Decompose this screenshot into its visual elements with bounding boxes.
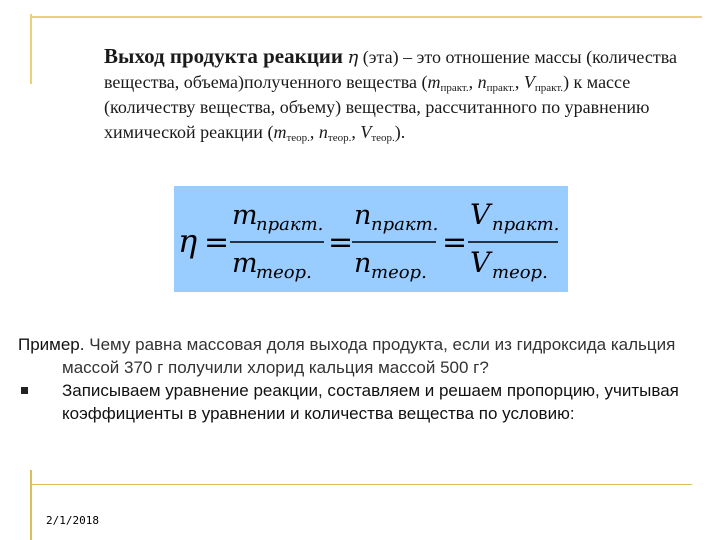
denominator-v-sub: теор. <box>492 262 548 283</box>
frame-top-line <box>30 16 702 18</box>
sub-teor: теор. <box>286 132 310 144</box>
sub-prakt: практ. <box>486 82 515 94</box>
definition-paragraph: Выход продукта реакции η (эта) – это отношение массы (количества вещества, объема)полученного вещества ($m_{практ.}$, $n_{практ.}$, $V_{практ.}$) к массе (количеству вещества, объему) вещества, рассчитанного по уравнению химической реакции ($m_{теор.}$, $n_{теор.}$, $V_{теор.}$). <box>104 44 677 144</box>
solution-step-item <box>18 379 708 425</box>
var-v-teor: V <box>360 122 372 142</box>
eta-symbol: η <box>347 47 359 68</box>
numerator-n-sub: практ. <box>371 214 439 235</box>
example-question: Чему равна массовая доля выхода продукта, если из гидроксида кальция массой 370 г получили хлорид кальция массой 500 г? <box>62 335 676 377</box>
frame-left-line <box>30 14 32 84</box>
slide-date: 2/1/2018 <box>46 514 99 527</box>
definition-text-2: ) к массе (количеству вещества, объему) вещества, рассчитанного по уравнению химической реакции ( <box>104 72 650 142</box>
definition-text-1: – это отношение массы (количества вещества, объема)полученного вещества ( <box>104 47 677 92</box>
numerator-m: m <box>232 200 258 231</box>
sub-prakt: практ. <box>440 82 469 94</box>
formula-equals-2: = <box>328 225 354 260</box>
var-n-prakt: n <box>477 72 487 92</box>
numerator-m-sub: практ. <box>256 214 324 235</box>
denominator-v: V <box>470 246 491 279</box>
var-n-teor: n <box>318 122 328 142</box>
numerator-v: V <box>470 198 491 231</box>
definition-title: Выход продукта реакции <box>104 44 343 68</box>
numerator-n: n <box>354 200 372 231</box>
eta-name: (эта) <box>362 47 399 67</box>
sub-teor: теор. <box>371 132 395 144</box>
example-lead: Пример. <box>18 335 85 354</box>
denominator-n-sub: теор. <box>371 262 427 283</box>
sub-prakt: практ. <box>534 82 564 94</box>
frame-bottom-left-line <box>30 470 32 540</box>
denominator-m-sub: теор. <box>256 262 312 283</box>
example-question-paragraph <box>18 333 708 379</box>
formula-box <box>174 186 568 292</box>
solution-step-text: Записываем уравнение реакции, составляем и решаем пропорцию, учитывая коэффициенты в уравнении и количества вещества по условию: <box>62 381 679 423</box>
frame-bottom-line <box>30 484 692 485</box>
formula-equals-3: = <box>442 225 468 260</box>
definition-text-3: ). <box>394 122 406 142</box>
yield-formula <box>174 186 568 292</box>
var-v-prakt: V <box>523 72 535 92</box>
square-bullet-icon <box>21 387 28 394</box>
numerator-v-sub: практ. <box>492 214 560 235</box>
var-m-teor: m <box>273 122 287 142</box>
var-m-prakt: m <box>427 72 441 92</box>
denominator-m: m <box>232 248 258 279</box>
sub-teor: теор. <box>327 132 352 144</box>
example-block <box>18 333 708 425</box>
denominator-n: n <box>354 248 372 279</box>
formula-equals-1: = <box>204 225 230 260</box>
formula-eta: η <box>178 222 198 260</box>
